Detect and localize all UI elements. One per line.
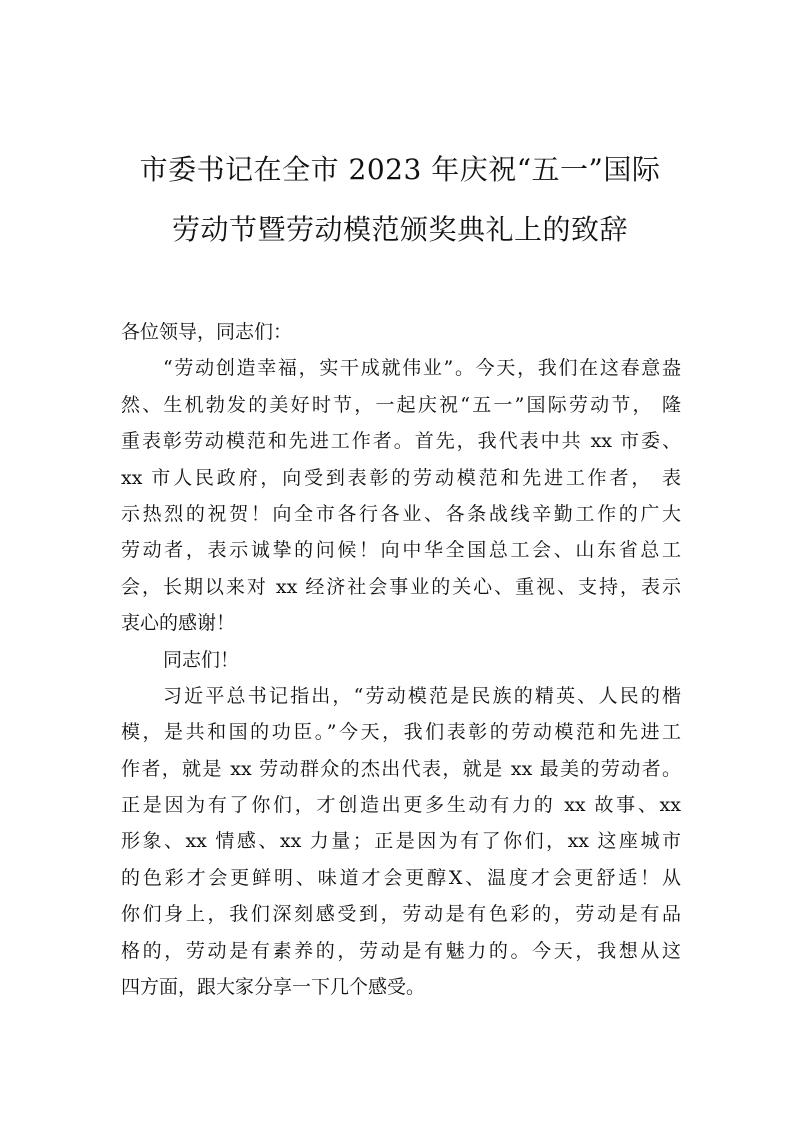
salutation: 各位领导，同志们： (121, 321, 293, 343)
paragraph-line: 习近平总书记指出，“劳动模范是民族的精英、人民的楷 (163, 684, 681, 707)
paragraph-line: 会，长期以来对 xx 经济社会事业的关心、重视、支持，表示 (121, 575, 681, 598)
document-body (121, 314, 681, 1005)
title-line: 劳动节暨劳动模范颁奖典礼上的致辞 (171, 213, 628, 246)
paragraph-line: “劳动创造幸福，实干成就伟业”。今天，我们在这春意盎 (163, 357, 681, 380)
paragraph-line: 格的，劳动是有素养的，劳动是有魅力的。今天，我想从这 (121, 939, 681, 962)
paragraph-line: 形象、xx 情感、xx 力量；正是因为有了你们，xx 这座城市 (121, 830, 681, 853)
paragraph-line: 四方面，跟大家分享一下几个感受。 (121, 976, 426, 999)
paragraph-line: 你们身上，我们深刻感受到，劳动是有色彩的，劳动是有品 (121, 903, 681, 926)
paragraph-line: xx 市人民政府，向受到表彰的劳动模范和先进工作者， 表 (121, 466, 681, 489)
paragraph-line: 示热烈的祝贺！向全市各行各业、各条战线辛勤工作的广大 (121, 502, 681, 525)
paragraph-line: 作者，就是 xx 劳动群众的杰出代表，就是 xx 最美的劳动者。 (121, 757, 681, 780)
paragraph-line: 衷心的感谢！ (121, 612, 236, 635)
paragraph-line: 模，是共和国的功臣。”今天，我们表彰的劳动模范和先进工 (121, 721, 681, 744)
document-title (110, 140, 690, 260)
paragraph-line: 的色彩才会更鲜明、味道才会更醇X、温度才会更舒适！从 (121, 866, 681, 889)
title-line: 市委书记在全市 2023 年庆祝“五一”国际 (139, 153, 661, 186)
paragraph-line: 正是因为有了你们，才创造出更多生动有力的 xx 故事、xx (121, 794, 681, 817)
paragraph-line: 然、生机勃发的美好时节，一起庆祝“五一”国际劳动节， 隆 (121, 393, 681, 416)
paragraph-line: 同志们！ (163, 648, 240, 671)
paragraph-line: 重表彰劳动模范和先进工作者。首先，我代表中共 xx 市委、 (121, 430, 681, 453)
paragraph-line: 劳动者，表示诚挚的问候！向中华全国总工会、山东省总工 (121, 539, 681, 562)
